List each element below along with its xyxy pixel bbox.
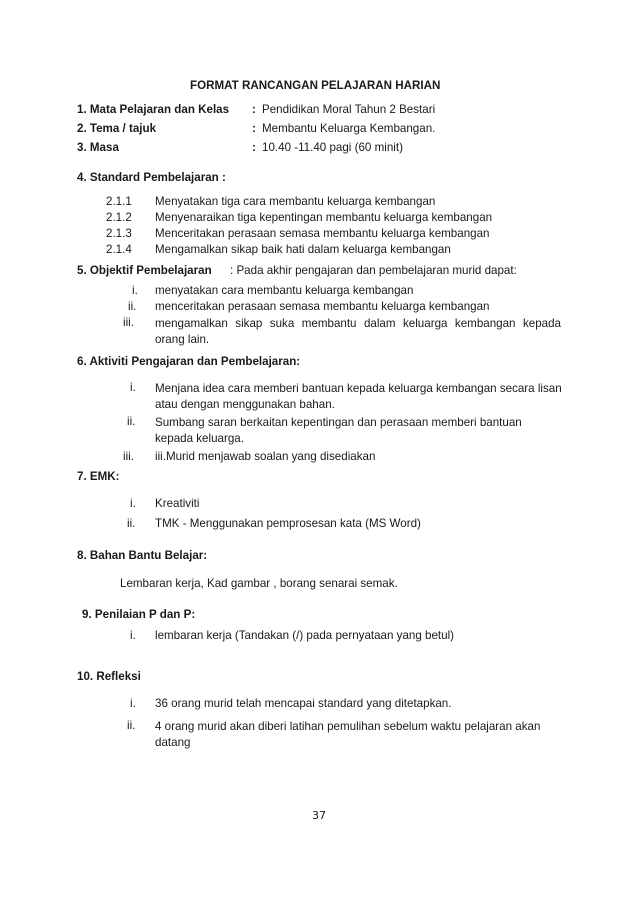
list-item-text: menyatakan cara membantu keluarga kembangan xyxy=(155,284,414,297)
list-item-text: menceritakan perasaan semasa membantu keluarga kembangan xyxy=(155,300,490,313)
list-item-text: 36 orang murid telah mencapai standard yang ditetapkan. xyxy=(155,697,452,710)
page-number: 37 xyxy=(312,809,326,822)
list-item-number: 2.1.2 xyxy=(106,211,132,224)
info-value-time: 10.40 -11.40 pagi (60 minit) xyxy=(262,141,403,154)
list-item-text: Menceritakan perasaan semasa membantu keluarga kembangan xyxy=(155,227,490,240)
info-colon: : xyxy=(252,122,256,135)
info-value-theme: Membantu Keluarga Kembangan. xyxy=(262,122,436,135)
list-item-number: ii. xyxy=(127,415,136,428)
list-item-number: ii. xyxy=(128,300,137,313)
section-heading-activities: 6. Aktiviti Pengajaran dan Pembelajaran: xyxy=(77,355,301,368)
section-heading-reflection: 10. Refleksi xyxy=(77,670,141,683)
list-item-number: i. xyxy=(130,697,136,710)
list-item-text: Sumbang saran berkaitan kepentingan dan perasaan memberi bantuan kepada keluarga. xyxy=(155,416,522,445)
section-heading-assessment: 9. Penilaian P dan P: xyxy=(82,608,196,621)
list-item-number: iii. xyxy=(123,450,134,463)
list-item-text: TMK - Menggunakan pemprosesan kata (MS Word) xyxy=(155,517,421,530)
section-heading-emk: 7. EMK: xyxy=(77,470,120,483)
list-item-number: i. xyxy=(130,381,136,394)
info-colon: : xyxy=(252,103,256,116)
list-item-number: ii. xyxy=(127,517,136,530)
info-value-subject: Pendidikan Moral Tahun 2 Bestari xyxy=(262,103,436,116)
section-heading-materials: 8. Bahan Bantu Belajar: xyxy=(77,549,208,562)
list-item-text: iii.Murid menjawab soalan yang disediakan xyxy=(155,450,376,463)
section-heading-standard: 4. Standard Pembelajaran : xyxy=(77,171,226,184)
list-item-text: Mengamalkan sikap baik hati dalam keluarga kembangan xyxy=(155,243,451,256)
info-colon: : xyxy=(252,141,256,154)
info-label-subject: 1. Mata Pelajaran dan Kelas xyxy=(77,103,230,116)
list-item-number: iii. xyxy=(123,316,134,329)
info-label-time: 3. Masa xyxy=(77,141,119,154)
page-title: FORMAT RANCANGAN PELAJARAN HARIAN xyxy=(190,79,441,92)
list-item-text: lembaran kerja (Tandakan (/) pada pernyataan yang betul) xyxy=(155,629,455,642)
list-item-text: Kreativiti xyxy=(155,497,200,510)
objective-intro: : Pada akhir pengajaran dan pembelajaran murid dapat: xyxy=(230,264,517,277)
info-label-theme: 2. Tema / tajuk xyxy=(77,122,157,135)
list-item-number: 2.1.3 xyxy=(106,227,132,240)
list-item-text: Menyatakan tiga cara membantu keluarga kembangan xyxy=(155,195,436,208)
section-heading-objective: 5. Objektif Pembelajaran xyxy=(77,264,212,277)
list-item-number: ii. xyxy=(127,719,136,732)
list-item-text: 4 orang murid akan diberi latihan pemulihan sebelum waktu pelajaran akan datang xyxy=(155,720,541,749)
list-item-text: Menjana idea cara memberi bantuan kepada keluarga kembangan secara lisan atau dengan menggunakan bahan. xyxy=(155,382,562,411)
materials-text: Lembaran kerja, Kad gambar , borang senarai semak. xyxy=(120,577,398,590)
list-item-text: mengamalkan sikap suka membantu dalam keluarga kembangan kepada orang lain. xyxy=(155,317,561,346)
list-item-number: i. xyxy=(130,497,136,510)
list-item-text: Menyenaraikan tiga kepentingan membantu keluarga kembangan xyxy=(155,211,493,224)
list-item-number: i. xyxy=(132,284,138,297)
list-item-number: 2.1.1 xyxy=(106,195,132,208)
list-item-number: 2.1.4 xyxy=(106,243,132,256)
list-item-number: i. xyxy=(130,629,136,642)
